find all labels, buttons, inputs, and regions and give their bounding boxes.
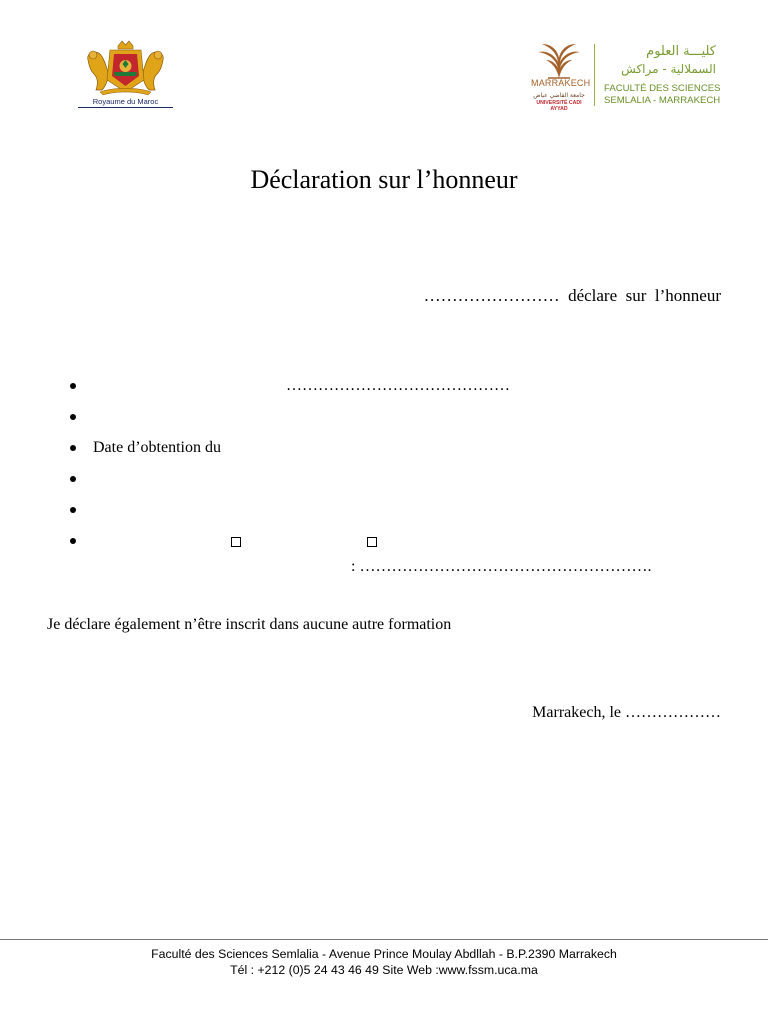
logo-arabic-line1: كليـــة العلوم <box>646 44 716 59</box>
footer-address: Faculté des Sciences Semlalia - Avenue Prince Moulay Abdllah - B.P.2390 Marrakech <box>151 947 617 961</box>
list-item <box>70 527 730 558</box>
list-item <box>70 434 730 465</box>
extra-dots-line: : ………………………………………………. <box>351 558 652 575</box>
checkbox-icon[interactable] <box>367 537 377 547</box>
bullet-icon <box>70 476 76 482</box>
declarant-line: …………………… déclare sur l’honneur <box>423 286 721 305</box>
royal-emblem-logo <box>78 40 173 108</box>
checkbox-icon[interactable] <box>231 537 241 547</box>
bullet-icon <box>70 507 76 513</box>
faculty-logo <box>528 40 728 112</box>
footer-divider <box>0 939 768 940</box>
logo-city-label: MARRAKECH <box>531 78 591 88</box>
bullet-icon <box>70 383 76 389</box>
footer-contact: Tél : +212 (0)5 24 43 46 49 Site Web :www.fssm.uca.ma <box>230 963 538 977</box>
place-date-line: Marrakech, le ……………… <box>532 704 721 721</box>
also-declare-statement: Je déclare également n’être inscrit dans aucune autre formation <box>47 616 452 633</box>
royal-emblem-icon <box>78 40 173 96</box>
logo-french-line2: SEMLALIA - MARRAKECH <box>604 95 721 106</box>
list-item <box>70 372 730 403</box>
bullet-icon <box>70 445 76 451</box>
bullet-icon <box>70 538 76 544</box>
logo-arabic-line2: السملالية - مراكش <box>621 62 716 76</box>
palm-logo-icon <box>528 40 590 80</box>
document-title: Déclaration sur l’honneur <box>250 165 518 194</box>
info-list <box>70 372 730 558</box>
logo-university-label: UNIVERSITÉ CADI AYYAD <box>536 100 582 112</box>
list-item <box>70 403 730 434</box>
emblem-caption: Royaume du Maroc <box>78 97 173 108</box>
bullet-icon <box>70 414 76 420</box>
list-item-dots: …………………………………… <box>286 377 510 394</box>
logo-divider <box>594 44 595 106</box>
logo-arabic-university: جامعة القاضي عياض <box>533 92 585 99</box>
list-item <box>70 496 730 527</box>
list-item-label: Date d’obtention du <box>93 439 221 456</box>
list-item <box>70 465 730 496</box>
logo-french-line1: FACULTÉ DES SCIENCES <box>604 83 721 94</box>
